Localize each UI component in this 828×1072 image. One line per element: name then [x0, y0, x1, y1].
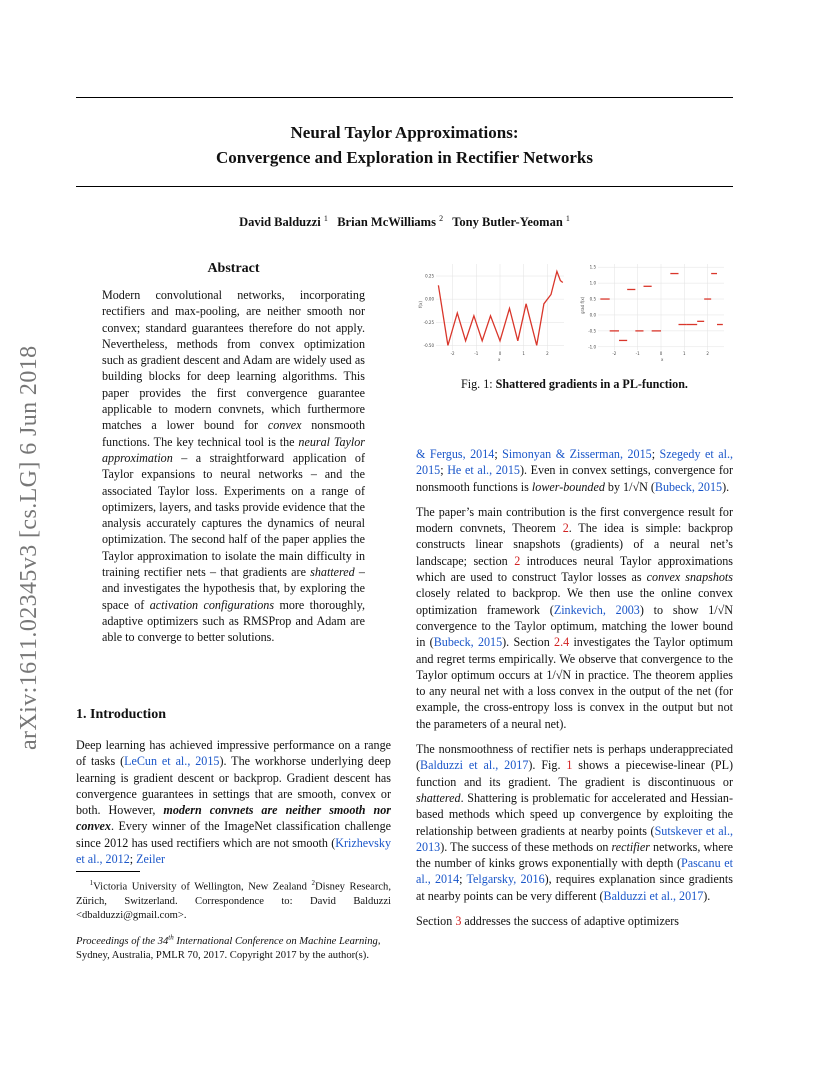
body-text: closely related to backprop. We then use the online convex optimization framework (	[416, 586, 733, 617]
author-name: Brian McWilliams	[337, 215, 436, 230]
figure-caption-text: Shattered gradients in a PL-function.	[492, 377, 688, 391]
intro-bold-emphasis: modern convnets are neither smooth nor convex	[76, 803, 391, 834]
author-affiliation: 1	[565, 214, 570, 223]
cross-reference-link[interactable]: 2.4	[554, 635, 570, 650]
proceedings-ordinal-suffix: th	[168, 933, 174, 941]
paragraph	[416, 741, 733, 904]
y-tick-label: -1.0	[588, 344, 596, 350]
x-tick-label: -2	[612, 351, 617, 356]
citation-link[interactable]: Simonyan & Zisserman, 2015	[502, 447, 652, 461]
body-text: shows a piecewise-linear (PL) function and its gradient. The gradient is discontinuous or	[416, 758, 733, 789]
author-name: Tony Butler-Yeoman	[452, 215, 563, 230]
y-tick-label: 1.0	[589, 280, 596, 286]
figure-caption	[416, 377, 733, 392]
abstract-emphasis: activation configurations	[149, 597, 275, 612]
chart-pl-function	[416, 256, 566, 366]
introduction-body	[76, 737, 391, 867]
body-text: investigates the Taylor optimum and regret terms empirically. We observe that convergence to the Taylor optimum occurs at 1/√N in practice. The theorem applies to any neural net with a loss convex in the output of the net (for example, the cross-entropy loss is convex in the output but not the parameters of a neural net).	[416, 635, 733, 731]
title-line-1: Neural Taylor Approximations:	[290, 123, 519, 142]
citation-link[interactable]: Zeiler	[136, 852, 166, 867]
section-heading-introduction: 1. Introduction	[76, 707, 166, 722]
x-axis-label: x	[661, 357, 664, 362]
body-emphasis: lower-bounded	[531, 479, 605, 494]
cross-reference-link[interactable]: 3	[455, 914, 462, 929]
body-text: ). Even in convex settings, convergence for nonsmooth functions is	[416, 463, 733, 494]
x-tick-label: 0	[498, 351, 502, 356]
abstract-text: nonsmooth functions. The key technical tool is the	[102, 418, 366, 449]
paragraph	[416, 913, 733, 929]
body-emphasis: shattered	[416, 790, 461, 805]
series-line	[438, 271, 562, 345]
citation-link[interactable]: Balduzzi et al., 2017	[420, 758, 529, 773]
chart-gridlines	[436, 264, 564, 350]
body-emphasis: rectifier	[611, 839, 650, 854]
y-tick-label: 0.5	[589, 296, 596, 302]
citation-link[interactable]: Bubeck, 2015	[654, 479, 723, 494]
abstract-text: Modern convolutional networks, incorporating rectifiers and max-pooling, are neither smooth nor convex; standard guarantees therefore do not apply. Nevertheless, methods from convex optimization such as gradient descent and Adam are widely used as building blocks for deep learning algorithms. This paper provides the first convergence guarantee applicable to modern convnets, which furthermore matches a lower bound for	[102, 288, 365, 433]
abstract-heading: Abstract	[207, 261, 260, 276]
body-text: ).	[722, 479, 730, 494]
body-emphasis: convex snapshots	[646, 570, 733, 585]
title-top-rule	[76, 97, 733, 98]
paragraph	[416, 446, 733, 495]
body-text: networks, where the number of kinks grows exponentially with depth (	[416, 839, 733, 871]
author-name: David Balduzzi	[239, 215, 321, 230]
proceedings-ordinal: 34	[157, 935, 169, 947]
footnote-text: Disney Research, Zürich, Switzerland. Correspondence to: David Balduzzi <dbalduzzi@gmail.com>.	[76, 881, 391, 921]
intro-text: . Every winner of the ImageNet classification challenge since 2012 has used rectifiers which are not smooth (	[76, 819, 391, 850]
body-text: . Shattering is problematic for accelerated and Hessian-based methods which speed up convergence by exploiting the relationship between gradients at nearby points (	[416, 790, 733, 838]
proceedings-text: International Conference on Machine Learning	[173, 935, 378, 947]
body-text: The nonsmoothness of rectifier nets is perhaps underappreciated (	[416, 742, 733, 773]
proceedings-text: Proceedings of the	[76, 935, 158, 947]
body-text: ;	[651, 447, 660, 461]
citation-link[interactable]: Telgarsky, 2016	[466, 872, 545, 887]
body-text: ), requires explanation since gradients at nearby points can be very different (	[416, 872, 733, 903]
citation-link[interactable]: Krizhevsky et al., 2012	[76, 835, 391, 867]
citation-link[interactable]: He et al., 2015	[447, 463, 520, 478]
x-tick-label: 2	[706, 351, 709, 356]
citation-link[interactable]: & Fergus, 2014	[416, 447, 495, 461]
intro-text: Deep learning has achieved impressive performance on a range of tasks (	[76, 738, 391, 769]
chart-pl-gradient	[576, 256, 726, 366]
right-column-body	[416, 446, 733, 938]
y-tick-labels	[424, 274, 435, 348]
abstract-text: – a straightforward application of Taylor expansions to neural networks – and the associated Taylor loss. Experiments on a range of optimizers, layers, and tasks provide evidence that the analysis accurately captures the dynamics of neural optimization. The second half of the paper applies the Taylor approximation to isolate the main difficulty in training rectifier nets – that gradients are	[102, 450, 365, 580]
body-text: . The idea is simple: backprop constructs linear snapshots (gradients) of a neural net’s landscape; section	[416, 521, 733, 568]
body-text: introduces neural Taylor approximations which are used to construct Taylor losses as	[416, 553, 733, 585]
x-tick-label: 0	[659, 351, 663, 356]
abstract-text: – and investigates the hypothesis that, by exploring the space of	[102, 565, 365, 612]
body-text: ;	[459, 872, 467, 887]
author-affiliation: 2	[439, 214, 444, 223]
chart-series-f	[438, 271, 562, 345]
y-tick-label: 0.25	[425, 273, 434, 279]
author-list	[76, 214, 733, 230]
chart-series-grad	[600, 274, 723, 341]
cross-reference-link[interactable]: 2	[562, 521, 569, 536]
title-line-2: Convergence and Exploration in Rectifier Networks	[216, 148, 593, 167]
citation-link[interactable]: Balduzzi et al., 2017	[603, 888, 704, 903]
y-tick-label: -0.50	[423, 342, 434, 348]
body-text: addresses the success of adaptive optimizers	[461, 914, 679, 929]
paragraph	[416, 504, 733, 732]
x-tick-labels	[451, 351, 550, 356]
citation-link[interactable]: Bubeck, 2015	[433, 635, 503, 650]
x-tick-label: -2	[450, 351, 455, 356]
y-tick-label: -0.5	[588, 328, 596, 334]
y-tick-label: 0.00	[425, 296, 434, 302]
proceedings-notice	[76, 930, 391, 963]
y-tick-label: 0.0	[589, 312, 596, 318]
intro-text: ). The workhorse underlying deep learning is gradient descent or backprop. Gradient descent has convergence guarantees in settings that are smooth, convex or both. However,	[76, 754, 391, 818]
cross-reference-link[interactable]: 1	[566, 758, 573, 773]
citation-link[interactable]: Szegedy et al., 2015	[416, 447, 733, 478]
x-axis-label: x	[498, 357, 501, 362]
cross-reference-link[interactable]: 2	[514, 553, 521, 568]
affiliation-footnote: $^1$Victoria University of Wellington, New Zealand $^2$Disney Research, Zürich, Switzerland. Correspondence to: David Balduzzi <dbalduzzi@gmail.com>.	[76, 879, 391, 921]
x-tick-label: -1	[635, 351, 640, 356]
citation-link[interactable]: Sutskever et al., 2013	[416, 823, 733, 854]
citation-link[interactable]: Zinkevich, 2003	[553, 602, 640, 617]
body-text: ;	[494, 447, 503, 461]
intro-text: ;	[129, 852, 137, 867]
body-text: The paper’s main contribution is the first convergence result for modern convnets, Theorem	[416, 504, 733, 536]
y-axis-label: grad f(x)	[580, 296, 585, 314]
citation-link[interactable]: LeCun et al., 2015	[124, 754, 220, 769]
proceedings-text: , Sydney, Australia, PMLR 70, 2017. Copyright 2017 by the author(s).	[76, 935, 381, 961]
x-tick-labels	[612, 351, 709, 356]
y-tick-labels	[588, 265, 596, 350]
footnote-text: Victoria University of Wellington, New Zealand	[93, 881, 312, 893]
body-text: ).	[703, 888, 711, 903]
title-bottom-rule	[76, 186, 733, 187]
x-tick-label: 1	[522, 351, 525, 356]
abstract-body	[102, 287, 365, 646]
x-tick-label: -1	[474, 351, 479, 356]
y-axis-label: f(x)	[418, 301, 423, 308]
y-tick-label: -0.25	[423, 319, 434, 325]
body-text: by 1/√N (	[604, 479, 655, 494]
author-affiliation: 1	[323, 214, 328, 223]
x-tick-label: 2	[546, 351, 549, 356]
figure-caption-prefix: Fig. 1:	[461, 377, 493, 391]
abstract-emphasis: neural Taylor approximation	[102, 434, 366, 465]
body-text: ;	[440, 463, 448, 478]
body-text: ). Fig.	[528, 758, 567, 773]
body-text: ) to show 1/√N convergence to the Taylor optimum, matching the lower bound in (	[416, 602, 733, 650]
chart-gridlines	[598, 264, 724, 350]
abstract-emphasis: convex	[267, 418, 302, 433]
body-text: Section	[416, 914, 456, 929]
paper-title	[76, 120, 733, 170]
footnote-rule	[76, 871, 140, 872]
abstract-emphasis: shattered	[310, 565, 355, 580]
x-tick-label: 1	[683, 351, 686, 356]
citation-link[interactable]: Pascanu et al., 2014	[416, 856, 733, 887]
abstract-text: more thoroughly, adaptive optimizers such as RMSProp and Adam are able to converge to better solutions.	[102, 597, 365, 645]
body-text: ). The success of these methods on	[440, 839, 612, 854]
body-text: ). Section	[502, 635, 555, 650]
arxiv-identifier: arXiv:1611.02345v3 [cs.LG] 6 Jun 2018	[16, 345, 42, 750]
y-tick-label: 1.5	[589, 264, 596, 270]
